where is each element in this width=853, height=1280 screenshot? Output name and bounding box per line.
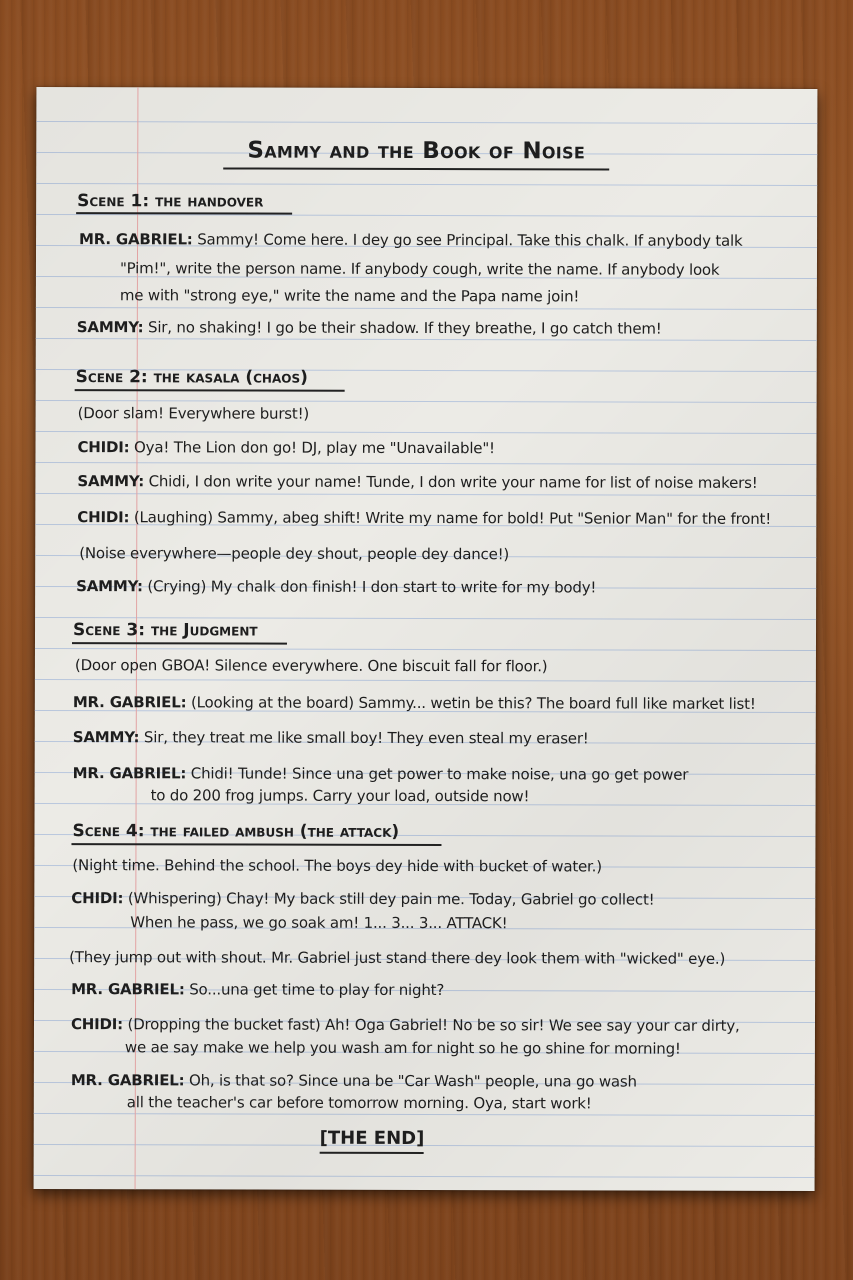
script-paper [34,87,818,1191]
stage-direction: (Night time. Behind the school. The boys dey hide with bucket of water.) [72,856,602,876]
scene-3-heading: Scene 3: the Judgment [72,620,258,641]
dialogue-line: MR. GABRIEL: Chidi! Tunde! Since una get power to make noise, una go get power [72,764,689,784]
dialogue-line: SAMMY: (Crying) My chalk don finish! I don start to write for my body! [76,577,597,597]
the-end-underline [320,1152,424,1154]
dialogue-line: SAMMY: Sir, they treat me like small boy! They even steal my eraser! [72,728,589,748]
scene-1-underline [76,212,292,215]
scene-2-underline [75,389,345,392]
dialogue-line: When he pass, we go soak am! 1... 3... 3... ATTACK! [130,913,508,933]
dialogue-line: all the teacher's car before tomorrow morning. Oya, start work! [126,1093,592,1113]
scene-4-heading: Scene 4: the failed ambush (the attack) [72,821,400,842]
the-end-label: [THE END] [319,1127,425,1149]
dialogue-line: "Pim!", write the person name. If anybody cough, write the name. If anybody look [119,259,720,279]
dialogue-line: CHIDI: (Whispering) Chay! My back still dey pain me. Today, Gabriel go collect! [71,889,655,909]
dialogue-line: MR. GABRIEL: (Looking at the board) Sammy... wetin be this? The board full like market list! [72,693,756,713]
dialogue-line: CHIDI: (Laughing) Sammy, abeg shift! Write my name for bold! Put "Senior Man" for the front! [77,508,772,528]
dialogue-line: SAMMY: Sir, no shaking! I go be their shadow. If they breathe, I go catch them! [76,318,662,338]
scene-1-heading: Scene 1: the handover [77,191,264,212]
scene-2-heading: Scene 2: the kasala (chaos) [75,367,308,388]
dialogue-line: MR. GABRIEL: Sammy! Come here. I dey go see Principal. Take this chalk. If anybody talk [79,230,743,250]
scene-4-underline [71,843,441,846]
scene-3-underline [72,642,287,645]
stage-direction: (Door open GBOA! Silence everywhere. One biscuit fall for floor.) [74,656,548,676]
dialogue-line: we ae say make we help you wash am for night so he go shine for morning! [124,1038,681,1058]
dialogue-line: CHIDI: Oya! The Lion don go! DJ, play me "Unavailable"! [77,438,495,458]
stage-direction: (They jump out with shout. Mr. Gabriel just stand there dey look them with "wicked" eye.) [69,948,726,968]
dialogue-line: MR. GABRIEL: Oh, is that so? Since una be "Car Wash" people, una go wash [70,1071,637,1091]
dialogue-line: me with "strong eye," write the name and the Papa name join! [119,286,580,306]
dialogue-line: to do 200 frog jumps. Carry your load, outside now! [150,786,530,806]
stage-direction: (Door slam! Everywhere burst!) [77,404,310,423]
page-title: Sammy and the Book of Noise [247,137,586,165]
stage-direction: (Noise everywhere—people dey shout, people dey dance!) [79,544,510,564]
dialogue-line: SAMMY: Chidi, I don write your name! Tunde, I don write your name for list of noise makers! [77,472,758,492]
dialogue-line: MR. GABRIEL: So...una get time to play for night? [71,980,445,1000]
dialogue-line: CHIDI: (Dropping the bucket fast) Ah! Oga Gabriel! No be so sir! We see say your car dirty, [70,1015,740,1035]
title-underline [223,167,609,170]
